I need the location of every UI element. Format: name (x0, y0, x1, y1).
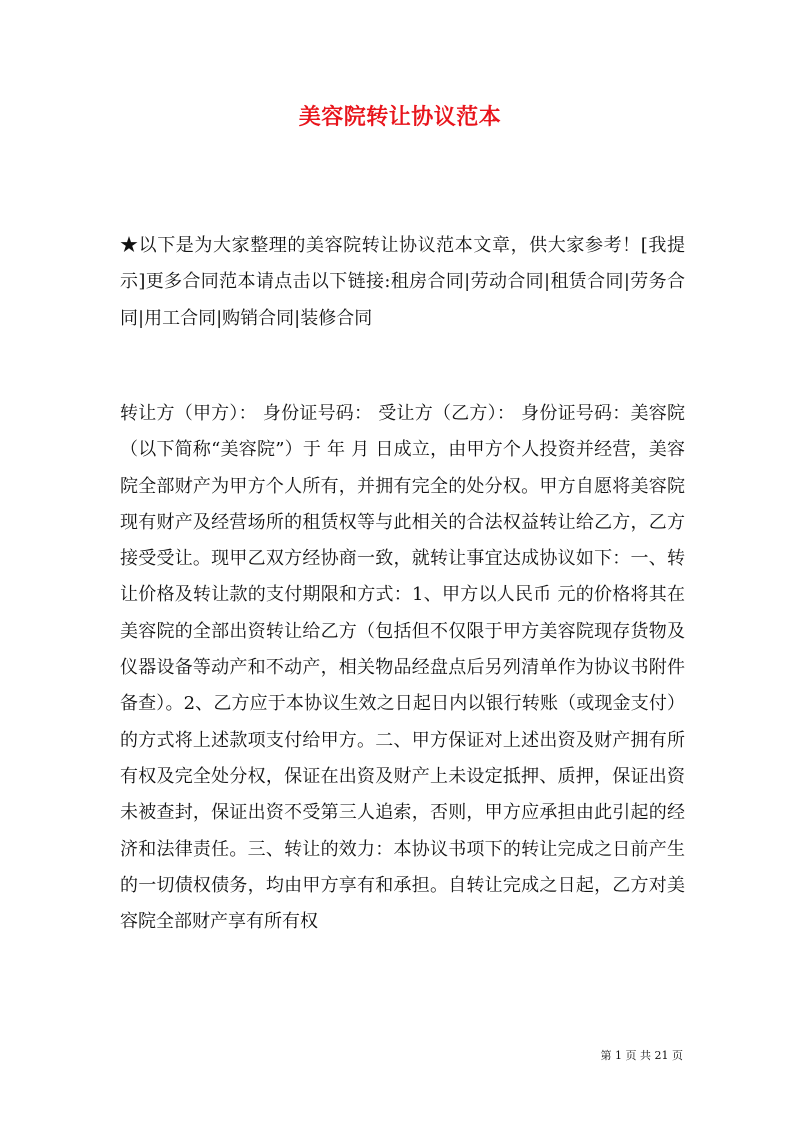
page-number-footer: 第 1 页 共 21 页 (600, 1049, 683, 1062)
document-title: 美容院转让协议范本 (298, 104, 502, 130)
intro-paragraph: ★以下是为大家整理的美容院转让协议范本文章，供大家参考！[我提示]更多合同范本请点击以下链接:租房合同|劳动合同|租赁合同|劳务合同|用工合同|购销合同|装修合同 (120, 235, 685, 329)
body-paragraph: 转让方（甲方）： 身份证号码： 受让方（乙方）： 身份证号码：美容院（以下简称“美容院”）于 年 月 日成立，由甲方个人投资并经营，美容院全部财产为甲方个人所有，并拥有完全的处分权。甲方自愿将美容院现有财产及经营场所的租赁权等与此相关的合法权益转让给乙方，乙方接受受让。现甲乙双方经协商一致，就转让事宜达成协议如下：一、转让价格及转让款的支付期限和方式：1、甲方以人民币 元的价格将其在美容院的全部出资转让给乙方（包括但不仅限于甲方美容院现存货物及仪器设备等动产和不动产，相关物品经盘点后另列清单作为协议书附件备查）。2、乙方应于本协议生效之日起日内以银行转账（或现金支付）的方式将上述款项支付给甲方。二、甲方保证对上述出资及财产拥有所有权及完全处分权，保证在出资及财产上未设定抵押、质押，保证出资未被查封，保证出资不受第三人追索，否则，甲方应承担由此引起的经济和法律责任。三、转让的效力：本协议书项下的转让完成之日前产生的一切债权债务，均由甲方享有和承担。自转让完成之日起，乙方对美容院全部财产享有所有权 (120, 403, 685, 933)
